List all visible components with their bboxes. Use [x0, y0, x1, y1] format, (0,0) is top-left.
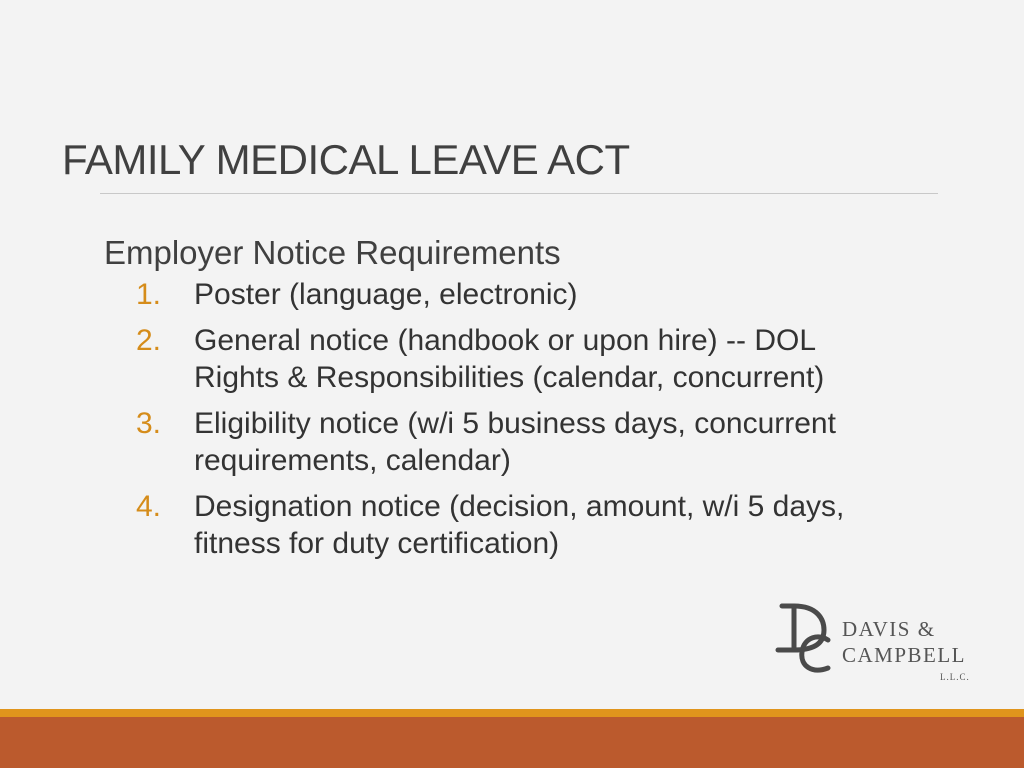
title-divider	[100, 193, 938, 194]
footer-accent-stripe	[0, 709, 1024, 717]
list-text: Eligibility notice (w/i 5 business days, concurrent requirements, calendar)	[194, 407, 836, 477]
logo-line-2: CAMPBELL	[842, 643, 967, 667]
logo-line-3: L.L.C.	[940, 672, 970, 682]
logo-line-1: DAVIS &	[842, 617, 936, 641]
list-number: 1.	[136, 278, 162, 311]
slide-title: FAMILY MEDICAL LEAVE ACT	[62, 136, 630, 184]
section-subtitle: Employer Notice Requirements	[104, 234, 561, 271]
slide-body	[104, 232, 934, 571]
footer-band	[0, 717, 1024, 768]
list-number: 3.	[136, 407, 162, 440]
list-item	[104, 405, 934, 479]
list-text: General notice (handbook or upon hire) -- DOL Rights & Responsibilities (calendar, concurrent)	[194, 324, 825, 394]
list-text: Designation notice (decision, amount, w/i 5 days, fitness for duty certification)	[194, 490, 845, 560]
list-item	[104, 276, 934, 313]
requirements-list	[104, 276, 934, 562]
company-logo	[772, 600, 982, 690]
dc-monogram-icon	[778, 606, 828, 670]
list-number: 2.	[136, 324, 162, 357]
list-number: 4.	[136, 490, 162, 523]
list-text: Poster (language, electronic)	[194, 278, 578, 311]
list-item	[104, 322, 934, 396]
list-item	[104, 488, 934, 562]
